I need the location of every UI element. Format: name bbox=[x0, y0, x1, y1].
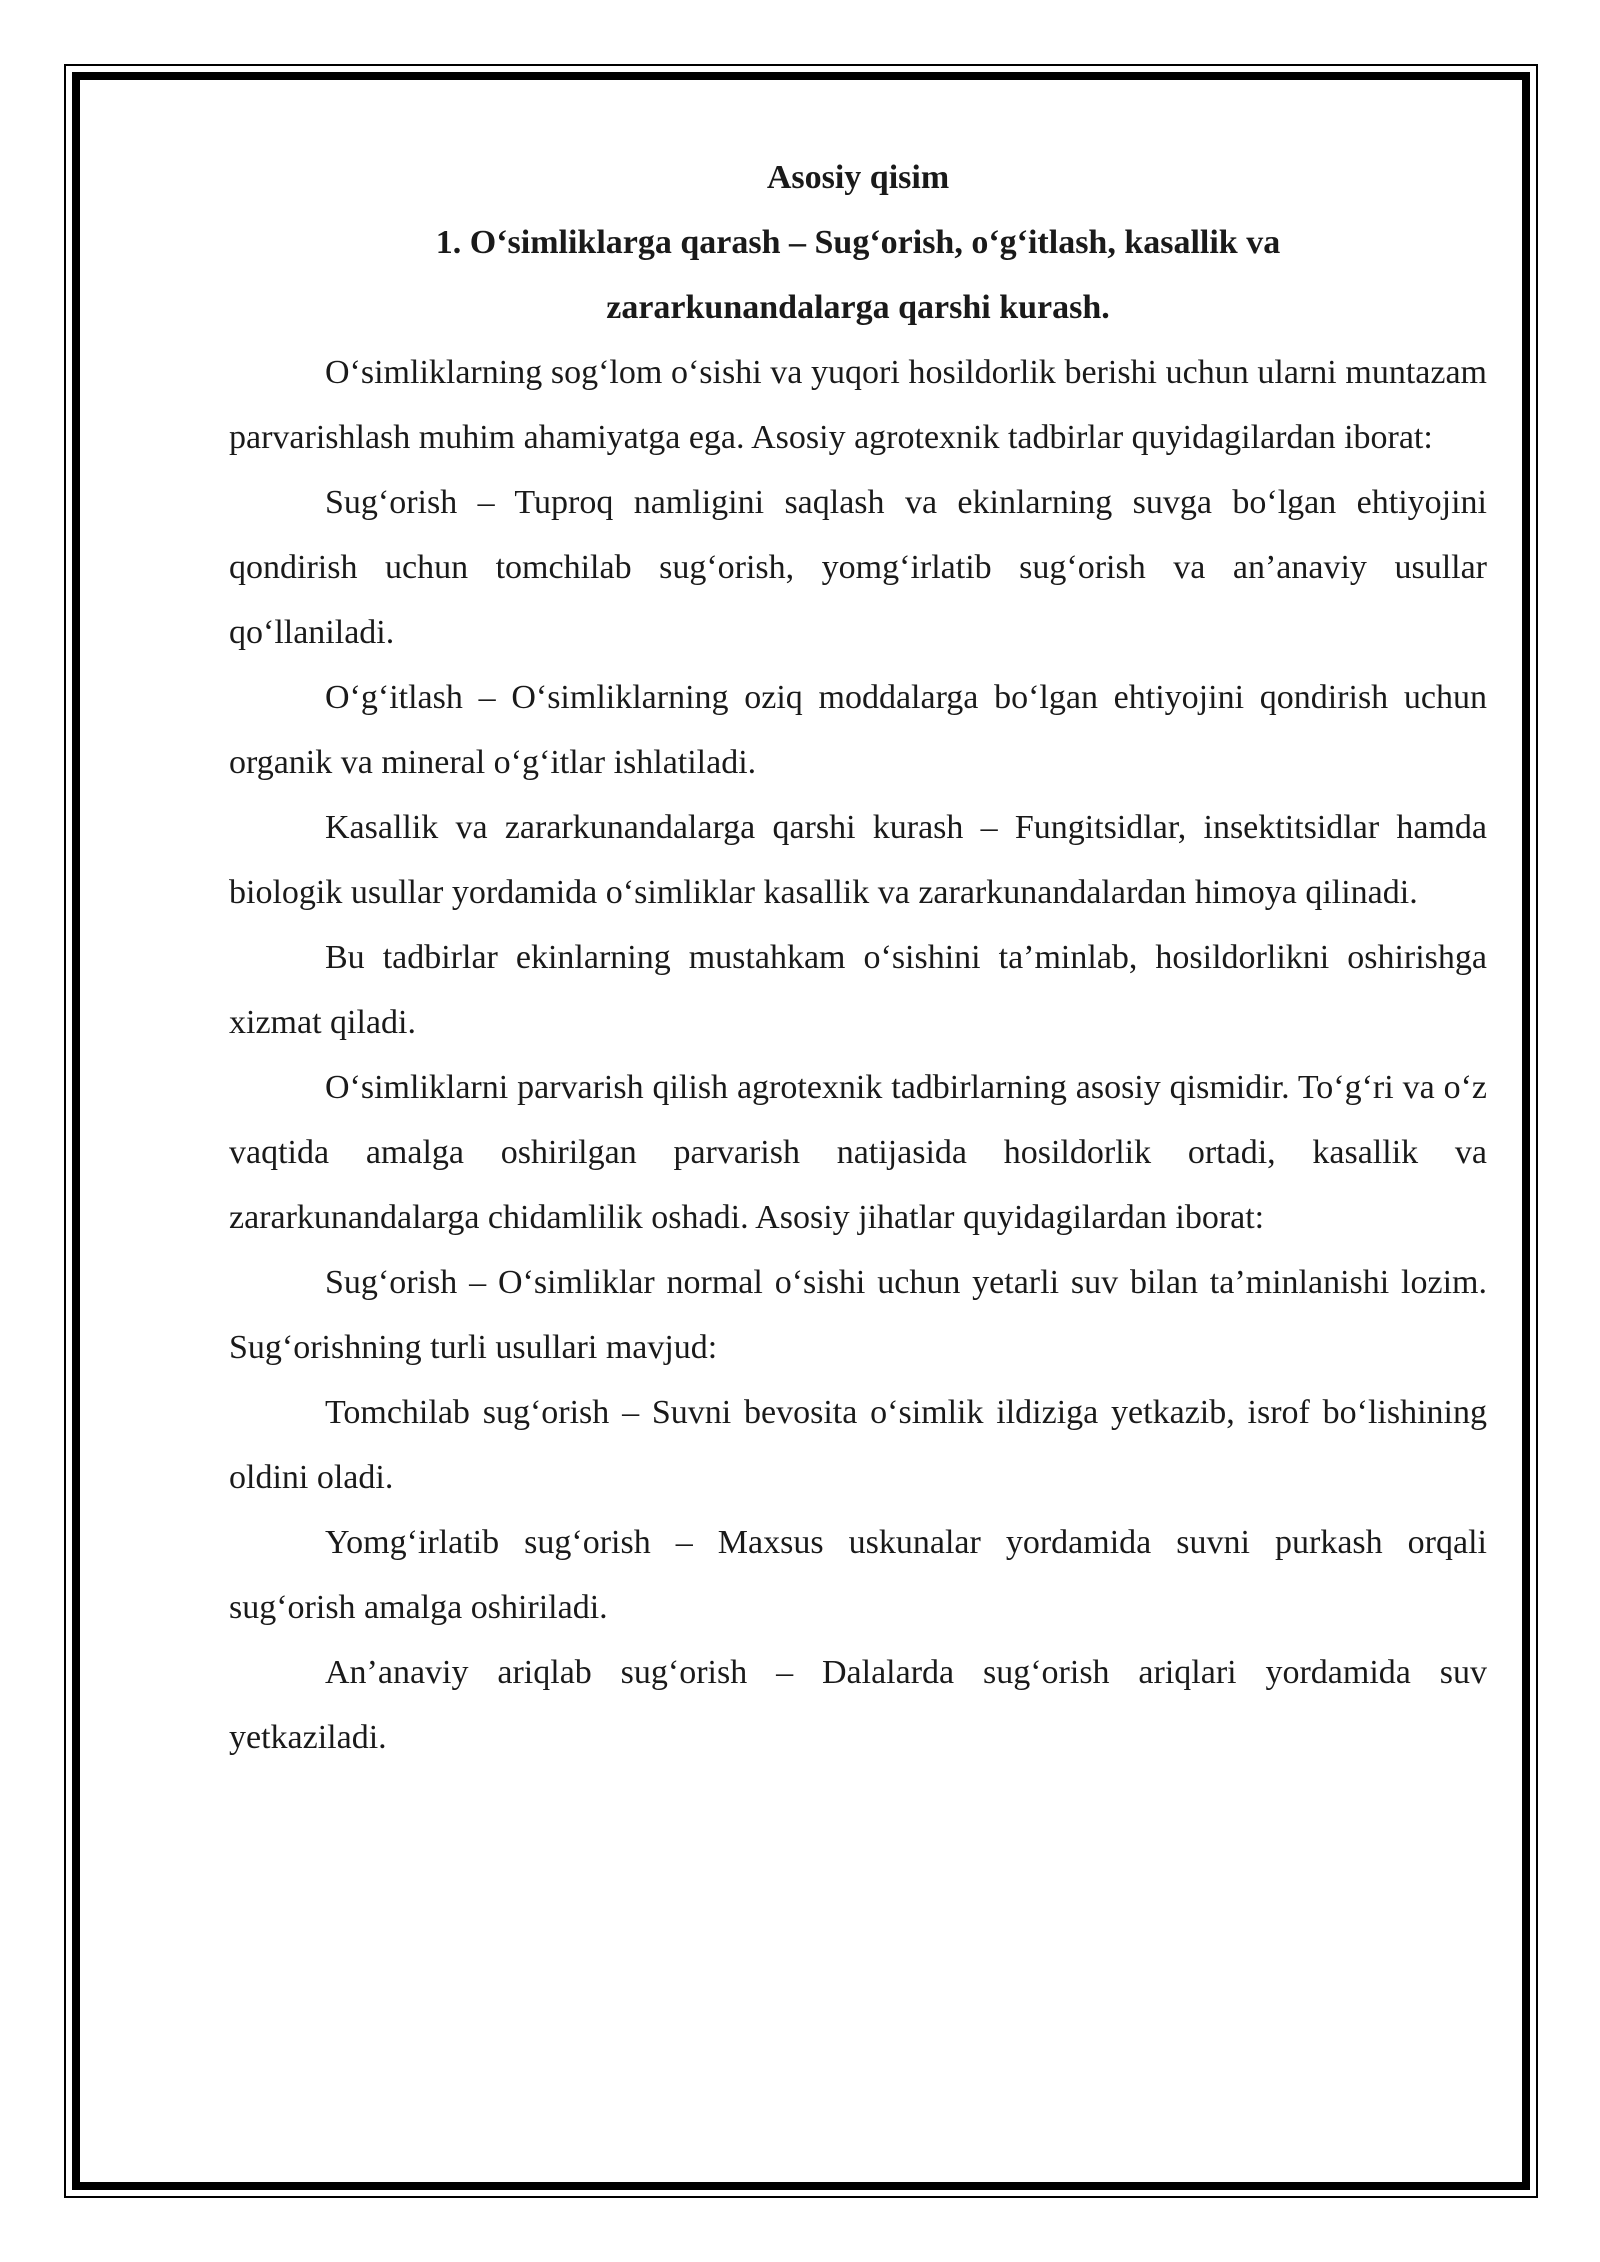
section-heading: 1. O‘simliklarga qarash – Sug‘orish, o‘g‘itlash, kasallik va zararkunandalarga qarshi kurash. bbox=[435, 224, 1281, 326]
paragraph: O‘g‘itlash – O‘simliklarning oziq moddalarga bo‘lgan ehtiyojini qondirish uchun organik va mineral o‘g‘itlar ishlatiladi. bbox=[229, 679, 1487, 781]
paragraph: Bu tadbirlar ekinlarning mustahkam o‘sishini ta’minlab, hosildorlikni oshirishga xizmat qiladi. bbox=[229, 939, 1487, 1041]
paragraph: Tomchilab sug‘orish – Suvni bevosita o‘simlik ildiziga yetkazib, isrof bo‘lishining oldini oladi. bbox=[229, 1394, 1487, 1496]
paragraph: O‘simliklarni parvarish qilish agrotexnik tadbirlarning asosiy qismidir. To‘g‘ri va o‘z vaqtida amalga oshirilgan parvarish natijasida hosildorlik ortadi, kasallik va zararkunandalarga chidamlilik oshadi. Asosiy jihatlar quyidagilardan iborat: bbox=[229, 1069, 1487, 1236]
paragraph: Kasallik va zararkunandalarga qarshi kurash – Fungitsidlar, insektitsidlar hamda biologik usullar yordamida o‘simliklar kasallik va zararkunandalardan himoya qilinadi. bbox=[229, 809, 1487, 911]
paragraph: O‘simliklarning sog‘lom o‘sishi va yuqori hosildorlik berishi uchun ularni muntazam parvarishlash muhim ahamiyatga ega. Asosiy agrotexnik tadbirlar quyidagilardan iborat: bbox=[229, 354, 1487, 456]
paragraph: Sug‘orish – Tuproq namligini saqlash va ekinlarning suvga bo‘lgan ehtiyojini qondirish uchun tomchilab sug‘orish, yomg‘irlatib sug‘orish va an’anaviy usullar qo‘llaniladi. bbox=[229, 484, 1487, 651]
document-body bbox=[229, 145, 1487, 1770]
paragraph: An’anaviy ariqlab sug‘orish – Dalalarda sug‘orish ariqlari yordamida suv yetkaziladi. bbox=[229, 1654, 1487, 1756]
paragraph: Sug‘orish – O‘simliklar normal o‘sishi uchun yetarli suv bilan ta’minlanishi lozim. Sug‘orishning turli usullari mavjud: bbox=[229, 1264, 1487, 1366]
paragraph: Yomg‘irlatib sug‘orish – Maxsus uskunalar yordamida suvni purkash orqali sug‘orish amalga oshiriladi. bbox=[229, 1524, 1487, 1626]
page-title: Asosiy qisim bbox=[766, 159, 950, 196]
